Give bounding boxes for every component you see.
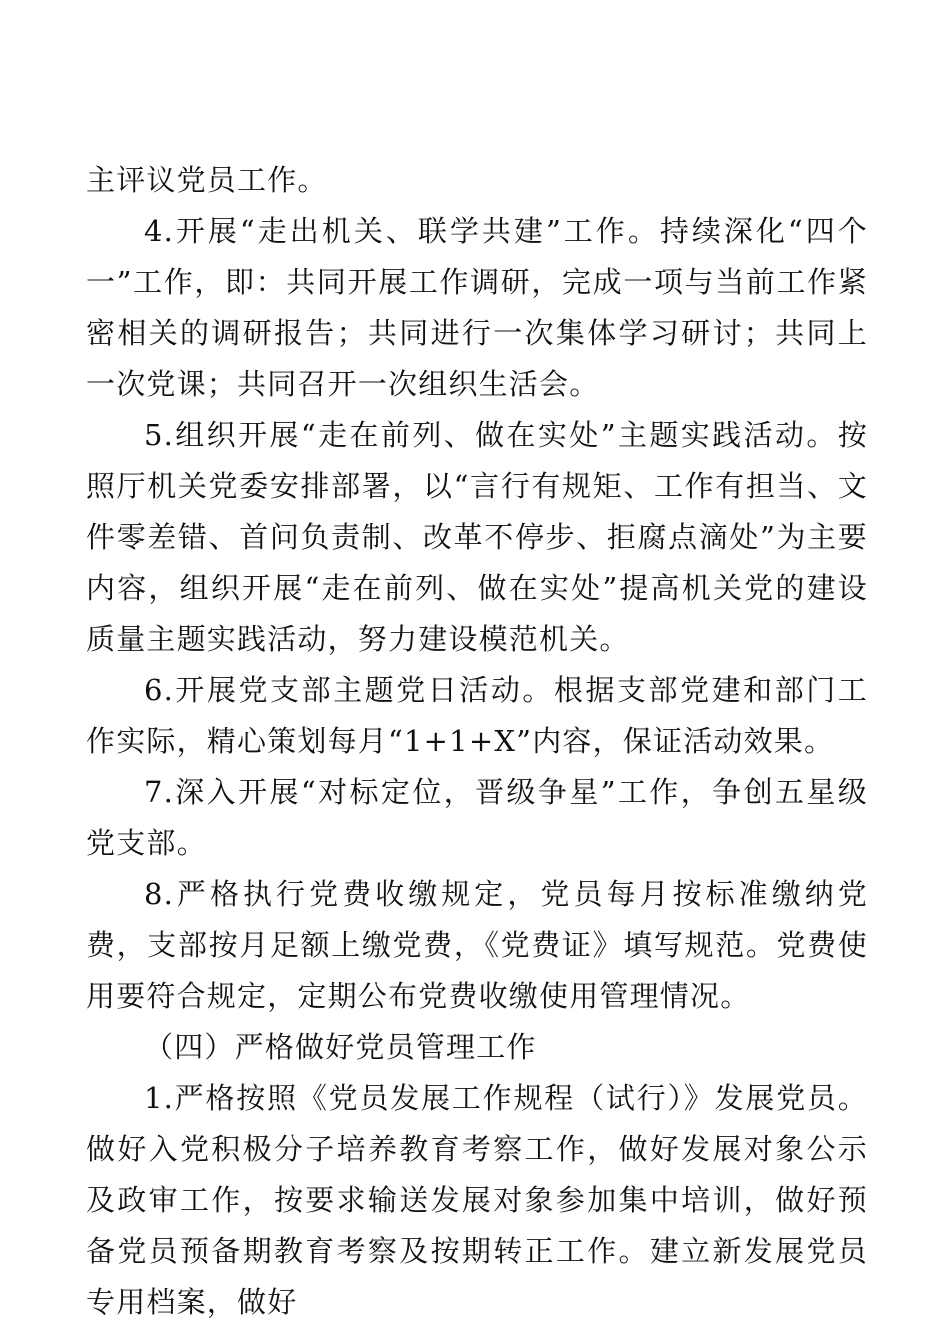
paragraph-continuation: 主评议党员工作。 bbox=[86, 163, 328, 197]
paragraph-item-4: 4.开展“走出机关、联学共建”工作。持续深化“四个一”工作，即：共同开展工作调研，完成一项与当前工作紧密相关的调研报告；共同进行一次集体学习研讨；共同上一次党课；共同召开一次组织生活会。 bbox=[86, 214, 868, 401]
document-body bbox=[86, 155, 868, 1328]
section-heading: （四）严格做好党员管理工作 bbox=[144, 1030, 537, 1064]
paragraph-item-5: 5.组织开展“走在前列、做在实处”主题实践活动。按照厅机关党委安排部署，以“言行有规矩、工作有担当、文件零差错、首问负责制、改革不停步、拒腐点滴处”为主要内容，组织开展“走在前列、做在实处”提高机关党的建设质量主题实践活动，努力建设模范机关。 bbox=[86, 418, 868, 656]
paragraph-item-8: 8.严格执行党费收缴规定，党员每月按标准缴纳党费，支部按月足额上缴党费，《党费证》填写规范。党费使用要符合规定，定期公布党费收缴使用管理情况。 bbox=[86, 877, 868, 1013]
paragraph-item-1: 1.严格按照《党员发展工作规程（试行）》发展党员。做好入党积极分子培养教育考察工作，做好发展对象公示及政审工作，按要求输送发展对象参加集中培训，做好预备党员预备期教育考察及按期转正工作。建立新发展党员专用档案，做好 bbox=[86, 1081, 868, 1319]
paragraph-item-6: 6.开展党支部主题党日活动。根据支部党建和部门工作实际，精心策划每月“1+1+X”内容，保证活动效果。 bbox=[86, 673, 868, 758]
paragraph-item-7: 7.深入开展“对标定位，晋级争星”工作，争创五星级党支部。 bbox=[86, 775, 868, 860]
